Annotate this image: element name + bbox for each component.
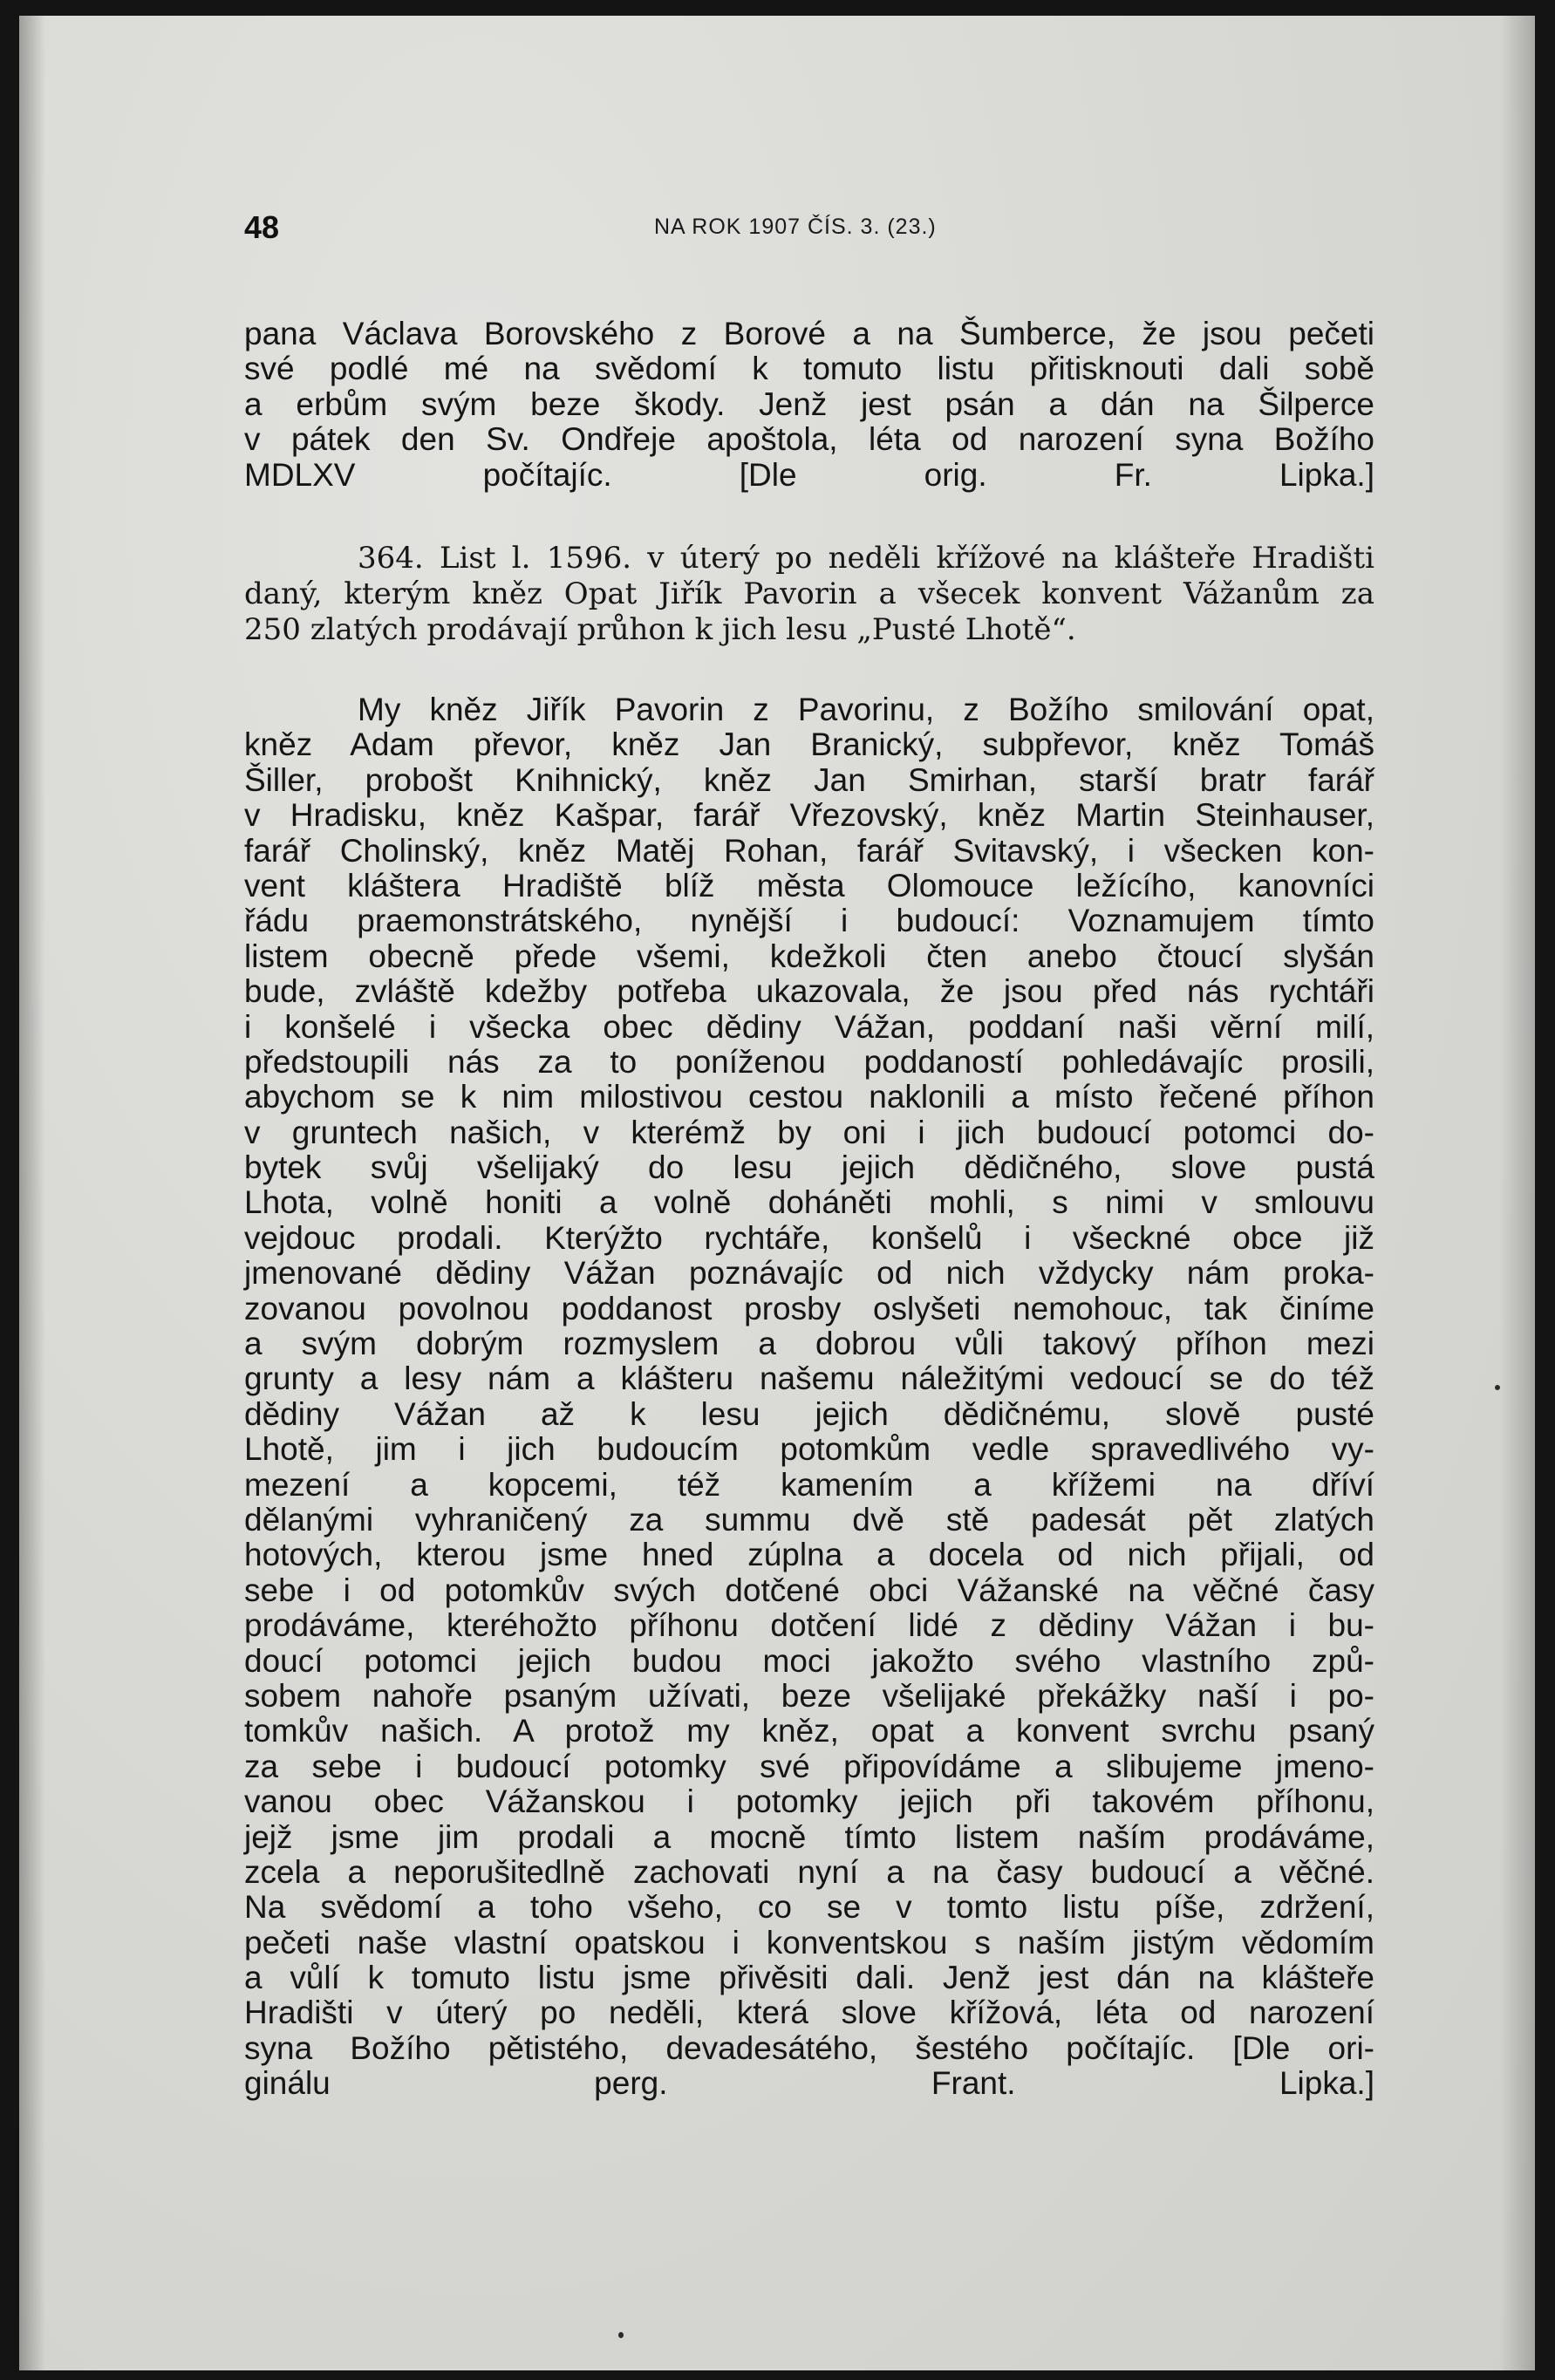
- para2-line: prodáváme, kteréhožto příhonu dotčení lidé z dědiny Vážan i bu-: [244, 1607, 1374, 1644]
- para2-line: vent kláštera Hradiště blíž města Olomouce ležícího, kanovníci: [244, 867, 1374, 904]
- para2-line: dědiny Vážan až k lesu jejich dědičnému, slově pusté: [244, 1395, 1374, 1432]
- para2-line: bytek svůj všelijaký do lesu jejich dědičného, slove pustá: [244, 1149, 1374, 1186]
- para2-line: listem obecně přede všemi, kdežkoli čten anebo čtoucí slyšán: [244, 938, 1374, 974]
- para2-line: syna Božího pětistého, devadesátého, šestého počítajíc. [Dle ori-: [244, 2029, 1374, 2066]
- para2-line: tomkův našich. A protož my kněz, opat a konvent svrchu psaný: [244, 1713, 1374, 1749]
- para2-line: řádu praemonstrátského, nynější i budoucí: Voznamujem tímto: [244, 903, 1374, 939]
- para1-line: a erbům svým beze škody. Jenž jest psán a dán na Šilperce: [244, 385, 1374, 422]
- para2-line: jmenované dědiny Vážan poznávajíc od nich vždycky nám proka-: [244, 1255, 1374, 1292]
- heading-line: 364. List l. 1596. v úterý po neděli křížové na klášteře Hradišti: [358, 541, 1374, 576]
- para2-line: grunty a lesy nám a klášteru našemu náležitými vedoucí se do též: [244, 1360, 1374, 1397]
- para1-line: v pátek den Sv. Ondřeje apoštola, léta od narození syna Božího: [244, 421, 1374, 458]
- para2-line: abychom se k nim milostivou cestou naklonili a místo řečené příhon: [244, 1079, 1374, 1115]
- paragraph-charter-end: [244, 317, 1374, 493]
- para2-line: Lhota, volně honiti a volně doháněti mohli, s nimi v smlouvu: [244, 1184, 1374, 1221]
- ink-speck: [1495, 1385, 1500, 1390]
- para2-line: farář Cholinský, kněz Matěj Rohan, farář Svitavský, i všecken kon-: [244, 832, 1374, 869]
- para2-line: mezení a kopcemi, též kamením a křížemi na dříví: [244, 1466, 1374, 1503]
- para1-line: pana Václava Borovského z Borové a na Šumberce, že jsou pečeti: [244, 316, 1374, 351]
- page-header: [244, 209, 1378, 262]
- para2-line: ginálu perg. Frant. Lipka.]: [244, 2065, 1374, 2102]
- para2-line: kněz Adam převor, kněz Jan Branický, subpřevor, kněz Tomáš: [244, 726, 1374, 763]
- page-number: 48: [244, 209, 280, 245]
- para2-line: jejž jsme jim prodali a mocně tímto listem naším prodáváme,: [244, 1818, 1374, 1855]
- para2-line: pečeti naše vlastní opatskou i konventskou s naším jistým vědomím: [244, 1924, 1374, 1961]
- para2-line: zcela a neporušitedlně zachovati nyní a na časy budoucí a věčné.: [244, 1853, 1374, 1890]
- para2-line: i konšelé i všecka obec dědiny Vážan, poddaní naši věrní milí,: [244, 1008, 1374, 1045]
- para2-line: Šiller, probošt Knihnický, kněz Jan Smirhan, starší bratr farář: [244, 761, 1374, 798]
- para2-line: za sebe i budoucí potomky své připovídáme a slibujeme jmeno-: [244, 1748, 1374, 1784]
- para2-line: v Hradisku, kněz Kašpar, farář Vřezovský, kněz Martin Steinhauser,: [244, 797, 1374, 834]
- para2-line: vejdouc prodali. Kterýžto rychtáře, konšelů i všeckné obce již: [244, 1219, 1374, 1256]
- para2-line: hotových, kterou jsme hned zúplna a docela od nich přijali, od: [244, 1537, 1374, 1573]
- para1-line: MDLXV počítajíc. [Dle orig. Fr. Lipka.]: [244, 456, 1374, 493]
- entry-heading: [244, 541, 1374, 648]
- para2-line: zovanou povolnou poddanost prosby oslyšeti nemohouc, tak činíme: [244, 1290, 1374, 1326]
- para2-line: dělanými vyhraničený za summu dvě stě padesát pět zlatých: [244, 1501, 1374, 1538]
- para2-line: a svým dobrým rozmyslem a dobrou vůli takový příhon mezi: [244, 1326, 1374, 1362]
- page-edge-shadow-left: [19, 16, 45, 2370]
- heading-line: daný, kterým kněz Opat Jiřík Pavorin a všecek konvent Vážanům za: [244, 576, 1374, 611]
- paragraph-charter-text: [244, 692, 1374, 2102]
- para1-line: své podlé mé na svědomí k tomuto listu přitisknouti dali sobě: [244, 351, 1374, 387]
- para2-line: My kněz Jiřík Pavorin z Pavorinu, z Božího smilování opat,: [358, 692, 1374, 727]
- para2-line: sobem nahoře psaným užívati, beze všelijaké překážky naší i po-: [244, 1677, 1374, 1714]
- ink-speck: [618, 2332, 624, 2338]
- scanned-page: [19, 16, 1535, 2370]
- heading-line: 250 zlatých prodávají průhon k jich lesu „Pusté Lhotě“.: [244, 612, 1076, 647]
- para2-line: a vůlí k tomuto listu jsme přivěsiti dali. Jenž jest dán na klášteře: [244, 1960, 1374, 1996]
- para2-line: bude, zvláště kdežby potřeba ukazovala, že jsou před nás rychtáři: [244, 973, 1374, 1010]
- para2-line: doucí potomci jejich budou moci jakožto svého vlastního způ-: [244, 1642, 1374, 1679]
- para2-line: Na svědomí a toho všeho, co se v tomto listu píše, zdržení,: [244, 1889, 1374, 1926]
- running-head: NA ROK 1907 ČÍS. 3. (23.): [654, 215, 937, 239]
- para2-line: vanou obec Vážanskou i potomky jejich při takovém příhonu,: [244, 1783, 1374, 1820]
- para2-line: předstoupili nás za to poníženou poddaností pohledávajíc prosili,: [244, 1043, 1374, 1080]
- para2-line: sebe i od potomkův svých dotčené obci Vážanské na věčné časy: [244, 1572, 1374, 1608]
- para2-line: v gruntech našich, v kterémž by oni i jich budoucí potomci do-: [244, 1114, 1374, 1150]
- para2-line: Hradišti v úterý po neděli, která slove křížová, léta od narození: [244, 1995, 1374, 2031]
- page-edge-shadow-right: [1500, 16, 1535, 2370]
- para2-line: Lhotě, jim i jich budoucím potomkům vedle spravedlivého vy-: [244, 1431, 1374, 1468]
